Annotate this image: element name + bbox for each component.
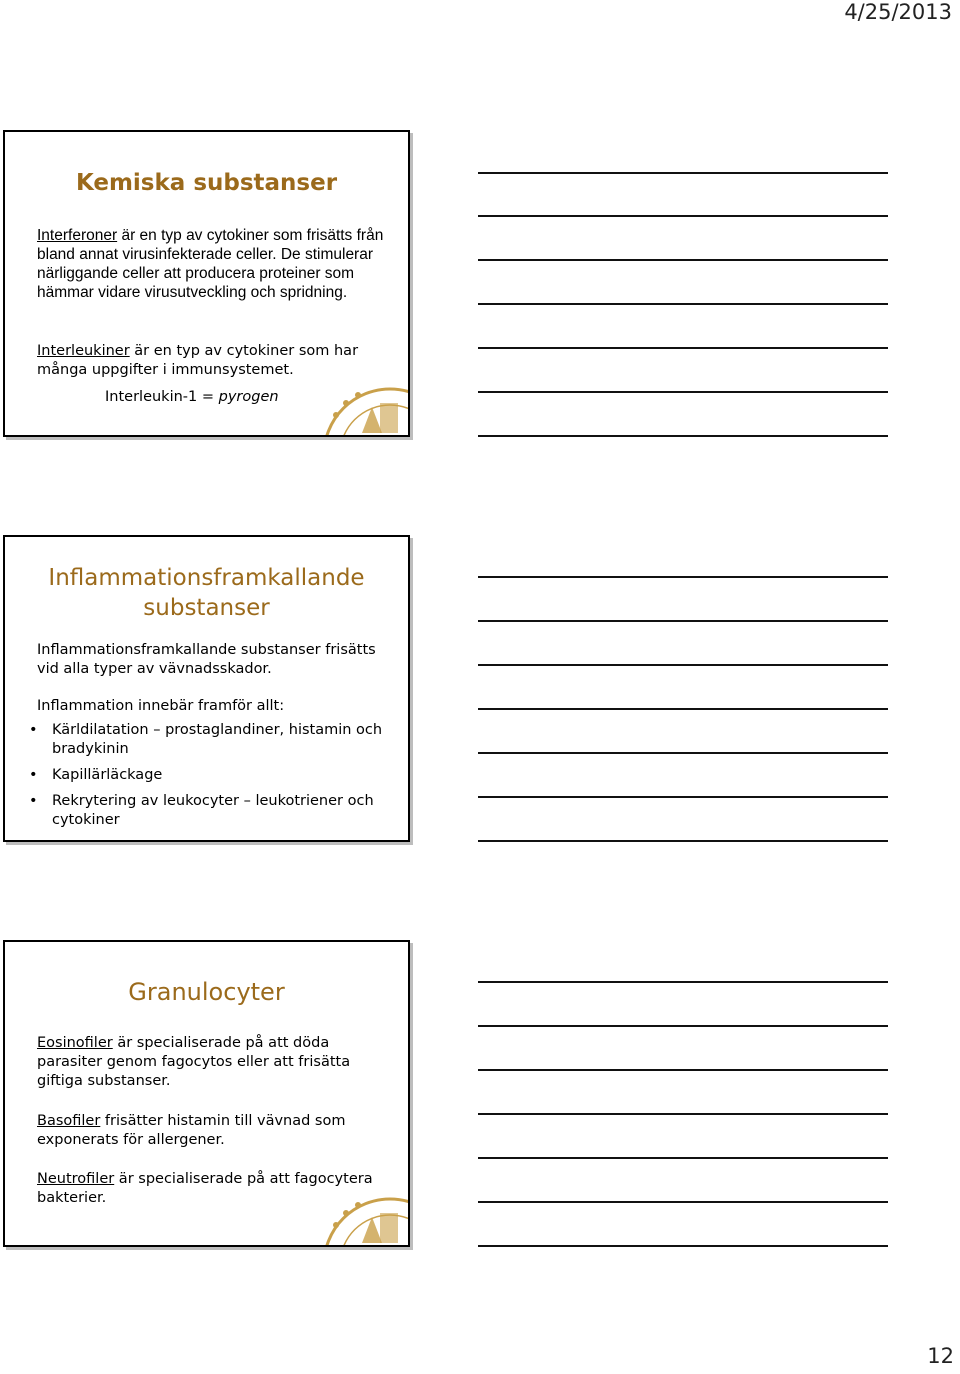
paragraph-inflammation: Inflammation innebär framför allt: xyxy=(37,698,285,714)
note-line xyxy=(478,1157,888,1159)
note-line xyxy=(478,1201,888,1203)
term-neutrofiler: Neutrofiler xyxy=(37,1171,115,1187)
term-interferoner: Interferoner xyxy=(37,227,118,244)
paragraph-text: är en typ av cytokiner som frisätts från bland annat virusinfekterade celler. De stimulerar närliggande celler att producera proteiner som hämmar vidare virusutveckling och spridning. xyxy=(37,227,384,301)
note-line xyxy=(478,1025,888,1027)
pyrogen-term: pyrogen xyxy=(218,389,279,405)
slide-title: Inflammationsframkallande substanser xyxy=(48,565,365,621)
note-line xyxy=(478,215,888,217)
slide-title: Kemiska substanser xyxy=(75,170,338,196)
university-seal-icon xyxy=(322,385,408,435)
term-basofiler: Basofiler xyxy=(37,1113,101,1129)
slide-granulocyter xyxy=(3,940,410,1247)
term-interleukiner: Interleukiner xyxy=(37,343,130,359)
note-line xyxy=(478,664,888,666)
slide-inflammationsframkallande xyxy=(3,535,410,842)
note-line xyxy=(478,1245,888,1247)
paragraph-basofiler xyxy=(37,1112,394,1150)
paragraph-interleukiner xyxy=(37,342,394,380)
paragraph-text: frisätter histamin till vävnad som exponerats för allergener. xyxy=(37,1113,346,1148)
interleukin-1-line xyxy=(105,389,279,405)
note-line xyxy=(478,172,888,174)
paragraph-intro: Inflammationsframkallande substanser frisätts vid alla typer av vävnadsskador. xyxy=(37,642,376,677)
bullet-list xyxy=(27,721,394,837)
note-line xyxy=(478,347,888,349)
line-text: Interleukin-1 = xyxy=(105,389,219,405)
page-number: 12 xyxy=(927,1344,954,1368)
slide-kemiska-substanser xyxy=(3,130,410,437)
paragraph-interferoner xyxy=(37,226,394,302)
list-item: • Kärldilatation – prostaglandiner, histamin och bradykinin xyxy=(27,721,394,759)
note-line xyxy=(478,708,888,710)
note-line xyxy=(478,576,888,578)
paragraph-eosinofiler xyxy=(37,1034,394,1091)
university-seal-icon xyxy=(322,1195,408,1245)
note-line xyxy=(478,1069,888,1071)
list-item: • Rekrytering av leukocyter – leukotriener och cytokiner xyxy=(27,792,394,830)
list-item: • Kapillärläckage xyxy=(27,766,394,785)
note-line xyxy=(478,391,888,393)
term-eosinofiler: Eosinofiler xyxy=(37,1035,113,1051)
note-line xyxy=(478,752,888,754)
note-line xyxy=(478,1113,888,1115)
paragraph-text: är specialiserade på att fagocytera bakterier. xyxy=(37,1171,373,1206)
note-line xyxy=(478,981,888,983)
print-date: 4/25/2013 xyxy=(844,0,952,24)
note-line xyxy=(478,796,888,798)
note-line xyxy=(478,620,888,622)
note-line xyxy=(478,303,888,305)
note-line xyxy=(478,435,888,437)
paragraph-text: är en typ av cytokiner som har många uppgifter i immunsystemet. xyxy=(37,343,359,378)
paragraph-text: är specialiserade på att döda parasiter genom fagocytos eller att frisätta giftiga substanser. xyxy=(37,1035,351,1089)
note-line xyxy=(478,840,888,842)
note-line xyxy=(478,259,888,261)
slide-title: Granulocyter xyxy=(128,978,285,1006)
